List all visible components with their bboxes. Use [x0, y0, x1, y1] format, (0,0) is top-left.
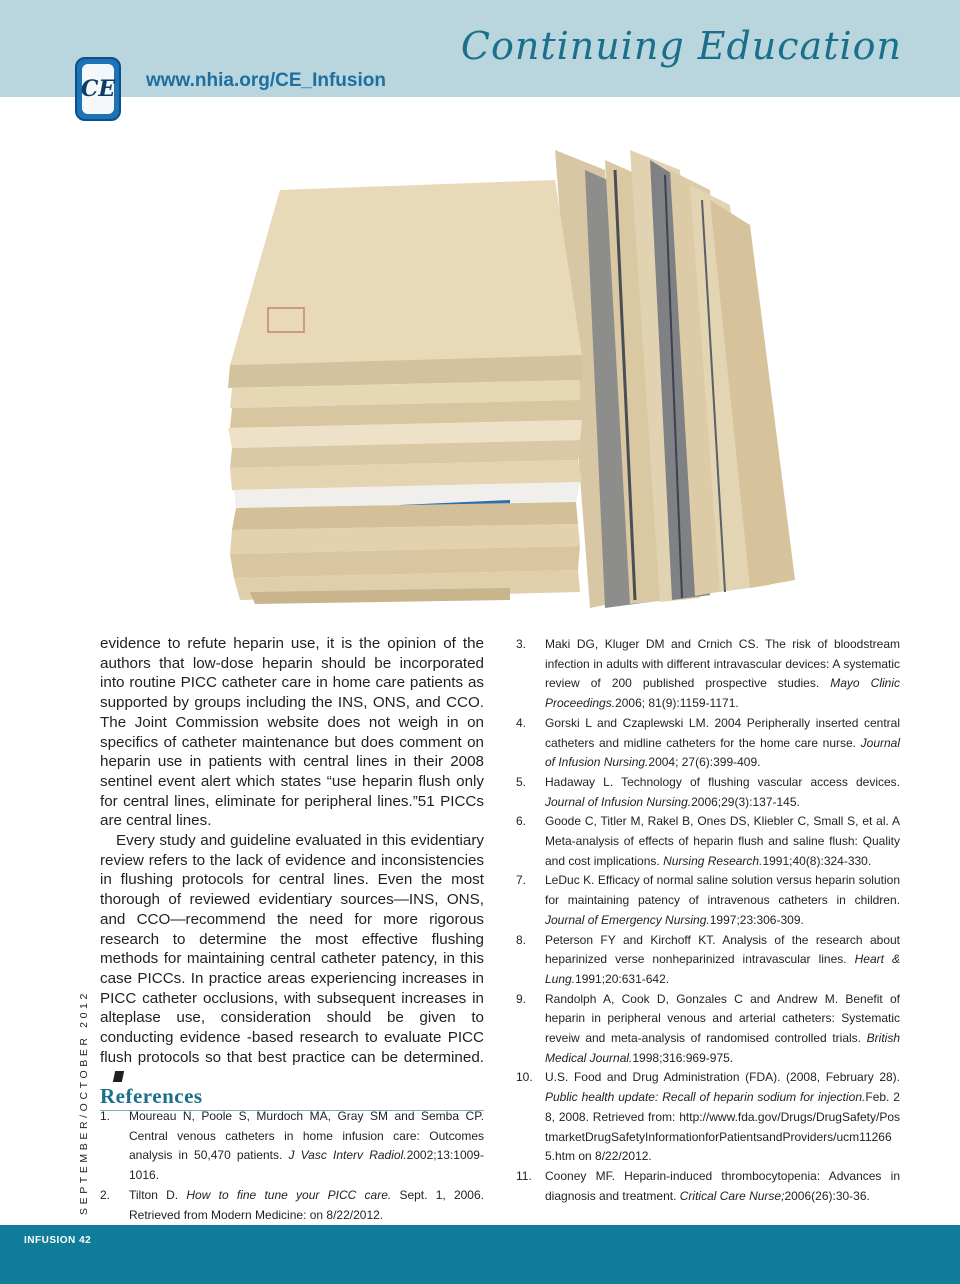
- ce-infusion-link[interactable]: www.nhia.org/CE_Infusion: [146, 70, 386, 91]
- reference-number: 8.: [516, 932, 527, 947]
- reference-item: [516, 1167, 900, 1206]
- reference-journal: Mayo Clinic Proceedings.: [545, 676, 901, 711]
- reference-text: Peterson FY and Kirchoff KT. Analysis of the research about heparinized verse nonheparinized intravascular lines.: [545, 932, 900, 967]
- body-paragraph-text: Every study and guideline evaluated in this evidentiary review refers to the lack of evidence and inconsistencies in flushing protocols for central lines. Even the most thorough of reviewed evidentiary sources—INS, ONS, and CCO—recommend the need for more rigorous research to determine the most effective flushing methods for maintaining central catheter patency, in this case PICCs. In practice areas experiencing increases in PICC catheter occlusions, with subsequent increases in alteplase use, consideration should be given to conducting evidence -based research to evaluate PICC flush protocols so that best practice can be determined.: [100, 832, 484, 1066]
- reference-number: 4.: [516, 715, 527, 730]
- reference-number: 6.: [516, 814, 527, 829]
- reference-citation: 2002;13:1009-1016.: [129, 1148, 484, 1183]
- body-paragraph-last: [100, 831, 484, 1087]
- references-right-column: [516, 635, 900, 1206]
- reference-journal: How to fine tune your PICC care.: [186, 1187, 392, 1202]
- footer-band: [0, 1225, 960, 1284]
- header-band: [0, 0, 960, 97]
- ce-logo-text: CE: [82, 64, 114, 114]
- reference-text: Hadaway L. Technology of flushing vascular access devices.: [545, 774, 900, 789]
- standing-folders: [555, 150, 795, 608]
- reference-item: [516, 812, 900, 871]
- stacked-folders: [228, 180, 582, 604]
- ce-logo-icon: [75, 57, 121, 121]
- reference-number: 1.: [100, 1109, 111, 1123]
- reference-citation: 2006; 81(9):1159-1171.: [615, 696, 739, 711]
- reference-item: [516, 990, 900, 1069]
- reference-citation: 2006;29(3):137-145.: [691, 794, 800, 809]
- end-mark-icon: [113, 1071, 124, 1082]
- reference-text: Cooney MF. Heparin-induced thrombocytopenia: Advances in diagnosis and treatment.: [545, 1168, 900, 1203]
- reference-number: 10.: [516, 1070, 533, 1085]
- reference-item: [516, 714, 900, 773]
- issue-date: SEPTEMBER/OCTOBER 2012: [78, 990, 90, 1215]
- reference-journal: Journal of Infusion Nursing.: [545, 735, 900, 770]
- reference-text: Goode C, Titler M, Rakel B, Ones DS, Kliebler C, Small S, et al. A Meta-analysis of effects of heparin flush and saline flush: Quality and cost implications.: [545, 814, 900, 868]
- reference-item: [516, 931, 900, 990]
- section-title: Continuing Education: [460, 24, 902, 68]
- reference-journal: J Vasc Interv Radiol.: [288, 1148, 407, 1163]
- reference-citation: 2004; 27(6):399-409.: [648, 755, 761, 770]
- reference-journal: Journal of Infusion Nursing.: [545, 794, 692, 809]
- article-body: [100, 634, 484, 1087]
- reference-citation: 1997;23:306-309.: [709, 912, 804, 927]
- reference-item: [516, 1068, 900, 1167]
- reference-journal: Critical Care Nurse;: [679, 1188, 785, 1203]
- references-heading: References: [100, 1084, 484, 1111]
- reference-item: [516, 871, 900, 930]
- file-folders-photo: [210, 130, 810, 610]
- reference-number: 7.: [516, 873, 527, 888]
- reference-number: 3.: [516, 637, 527, 651]
- reference-item: [516, 635, 900, 714]
- reference-citation: Sept. 1, 2006. Retrieved from Modern Medicine: on 8/22/2012.: [129, 1187, 484, 1222]
- reference-citation: 2006(26):30-36.: [784, 1188, 870, 1203]
- reference-text: Tilton D.: [129, 1187, 187, 1202]
- reference-journal: British Medical Journal.: [545, 1031, 900, 1065]
- reference-journal: Heart & Lung.: [545, 952, 900, 986]
- reference-number: 5.: [516, 774, 527, 789]
- reference-citation: Feb. 28, 2008. Retrieved from: http://www.fda.gov/Drugs/DrugSafety/PostmarketDrugSafetyInformationforPatientsandProviders/ucm112665.htm on 8/22/2012.: [545, 1090, 900, 1164]
- reference-text: U.S. Food and Drug Administration (FDA). (2008, February 28).: [545, 1070, 900, 1085]
- reference-item: [100, 1186, 484, 1225]
- reference-number: 11.: [516, 1168, 532, 1183]
- reference-text: LeDuc K. Efficacy of normal saline solution versus heparin solution for maintaining patency of intravenous catheters in children.: [545, 873, 900, 908]
- reference-number: 9.: [516, 991, 527, 1006]
- reference-text: Maki DG, Kluger DM and Crnich CS. The risk of bloodstream infection in adults with different intravascular devices: A systematic review of 200 published prospective studies.: [545, 637, 900, 691]
- references-left-column: [100, 1107, 484, 1225]
- publication-name: INFUSION: [24, 1235, 76, 1246]
- reference-journal: Nursing Research.: [663, 853, 763, 868]
- reference-citation: 1991;40(8):324-330.: [762, 853, 872, 868]
- reference-text: Moureau N, Poole S, Murdoch MA, Gray SM and Semba CP. Central venous catheters in home infusion care: Outcomes analysis in 50,470 patients.: [129, 1109, 484, 1163]
- reference-journal: Public health update: Recall of heparin sodium for injection.: [545, 1090, 866, 1105]
- reference-number: 2.: [100, 1187, 111, 1202]
- reference-citation: 1991;20:631-642.: [575, 971, 670, 986]
- reference-item: [100, 1107, 484, 1186]
- footer-folio: [24, 1235, 91, 1246]
- body-paragraph: evidence to refute heparin use, it is the opinion of the authors that low-dose heparin should be incorporated into routine PICC catheter care in home care patients as supported by groups including the INS, ONS, and CCO. The Joint Commission website does not weigh in on specifics of catheter maintenance but does comment on heparin use in patients with central lines in their 2008 sentinel event alert which states “use heparin flush only for central lines, eliminate for peripheral lines.”51 PICCs are central lines.: [100, 635, 484, 830]
- reference-item: [516, 773, 900, 812]
- reference-text: Randolph A, Cook D, Gonzales C and Andrew M. Benefit of heparin in peripheral venous and arterial catheters: Systematic reveiw and meta-analysis of randomised controlled trials.: [545, 991, 900, 1046]
- reference-citation: 1998;316:969-975.: [632, 1050, 734, 1065]
- page-number: 42: [79, 1235, 92, 1246]
- reference-journal: Journal of Emergency Nursing.: [545, 912, 710, 927]
- reference-text: Gorski L and Czaplewski LM. 2004 Peripherally inserted central catheters and midline catheters for the home care nurse.: [545, 715, 900, 750]
